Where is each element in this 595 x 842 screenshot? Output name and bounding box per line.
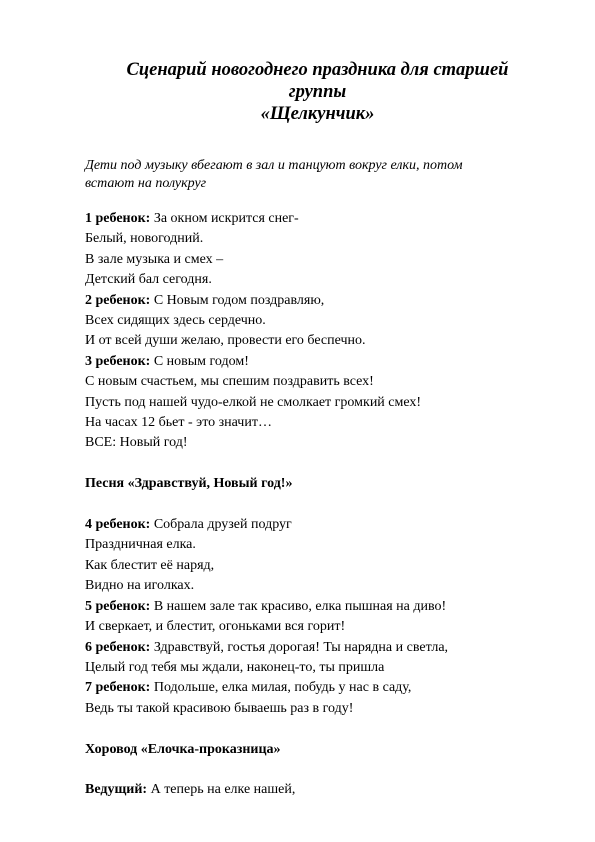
section-heading-dance: Хоровод «Елочка-проказница» <box>85 741 281 757</box>
document-title <box>80 59 555 125</box>
spacer <box>85 719 555 739</box>
line-text: В зале музыка и смех – <box>85 251 224 267</box>
line-text: В нашем зале так красиво, елка пышная на диво! <box>150 598 447 614</box>
verse-group-1 <box>85 209 555 454</box>
speaker-label: 6 ребенок: <box>85 639 151 655</box>
speaker-label: 7 ребенок: <box>85 680 151 696</box>
verse-group-2 <box>85 515 555 719</box>
script-line <box>85 372 555 392</box>
line-text: Праздничная елка. <box>85 537 196 553</box>
script-line <box>85 576 555 596</box>
script-line <box>85 556 555 576</box>
script-line <box>85 515 555 535</box>
verse-group-3 <box>85 780 555 800</box>
script-line <box>85 250 555 270</box>
script-line <box>85 597 555 617</box>
line-text: Подольше, елка милая, побудь у нас в саду, <box>150 680 412 696</box>
line-text: Здравствуй, гостья дорогая! Ты нарядна и светла, <box>150 639 449 655</box>
script-line <box>85 658 555 678</box>
line-text: С новым счастьем, мы спешим поздравить всех! <box>85 374 374 390</box>
line-text: Всех сидящих здесь сердечно. <box>85 313 266 329</box>
line-text: С новым годом! <box>150 353 249 369</box>
speaker-label: Ведущий: <box>85 782 148 798</box>
script-line <box>85 352 555 372</box>
script-line <box>85 638 555 658</box>
line-text: Ведь ты такой красивою бываешь раз в году! <box>85 700 354 716</box>
line-text: Детский бал сегодня. <box>85 272 212 288</box>
script-line <box>85 780 555 800</box>
script-line <box>85 331 555 351</box>
line-text: Белый, новогодний. <box>85 231 204 247</box>
line-text: Как блестит её наряд, <box>85 557 215 573</box>
speaker-label: 3 ребенок: <box>85 353 151 369</box>
script-line <box>85 699 555 719</box>
speaker-label: 2 ребенок: <box>85 292 151 308</box>
script-line <box>85 678 555 698</box>
script-line <box>85 209 555 229</box>
title-line-1: Сценарий новогоднего праздника для старшей <box>126 60 509 80</box>
line-text: На часах 12 бьет - это значит… <box>85 415 272 431</box>
script-line <box>85 311 555 331</box>
speaker-label: 5 ребенок: <box>85 598 151 614</box>
spacer <box>85 760 555 780</box>
line-text: И от всей души желаю, провести его беспечно. <box>85 333 366 349</box>
script-line <box>85 393 555 413</box>
stage-direction-line-2: встают на полукруг <box>85 176 207 191</box>
stage-direction <box>85 157 555 193</box>
line-text: ВСЕ: Новый год! <box>85 435 188 451</box>
script-line <box>85 291 555 311</box>
script-line <box>85 617 555 637</box>
script-body <box>85 209 555 801</box>
line-text: Целый год тебя мы ждали, наконец-то, ты пришла <box>85 659 385 675</box>
line-text: С Новым годом поздравляю, <box>150 292 325 308</box>
script-line <box>85 535 555 555</box>
line-text: Собрала друзей подруг <box>150 517 292 533</box>
script-line <box>85 413 555 433</box>
section-heading-song: Песня «Здравствуй, Новый год!» <box>85 476 293 492</box>
script-line <box>85 433 555 453</box>
script-line <box>85 270 555 290</box>
title-line-2: группы <box>288 82 347 102</box>
speaker-label: 4 ребенок: <box>85 517 151 533</box>
stage-direction-line-1: Дети под музыку вбегают в зал и танцуют вокруг елки, потом <box>85 158 463 173</box>
line-text: А теперь на елке нашей, <box>147 782 296 798</box>
line-text: И сверкает, и блестит, огоньками вся горит! <box>85 619 346 635</box>
script-line <box>85 229 555 249</box>
line-text: Пусть под нашей чудо-елкой не смолкает громкий смех! <box>85 394 422 410</box>
spacer <box>85 454 555 474</box>
spacer <box>85 495 555 515</box>
line-text: За окном искрится снег- <box>150 211 299 226</box>
title-line-3: «Щелкунчик» <box>260 104 375 124</box>
line-text: Видно на иголках. <box>85 578 195 594</box>
speaker-label: 1 ребенок: <box>85 211 151 226</box>
